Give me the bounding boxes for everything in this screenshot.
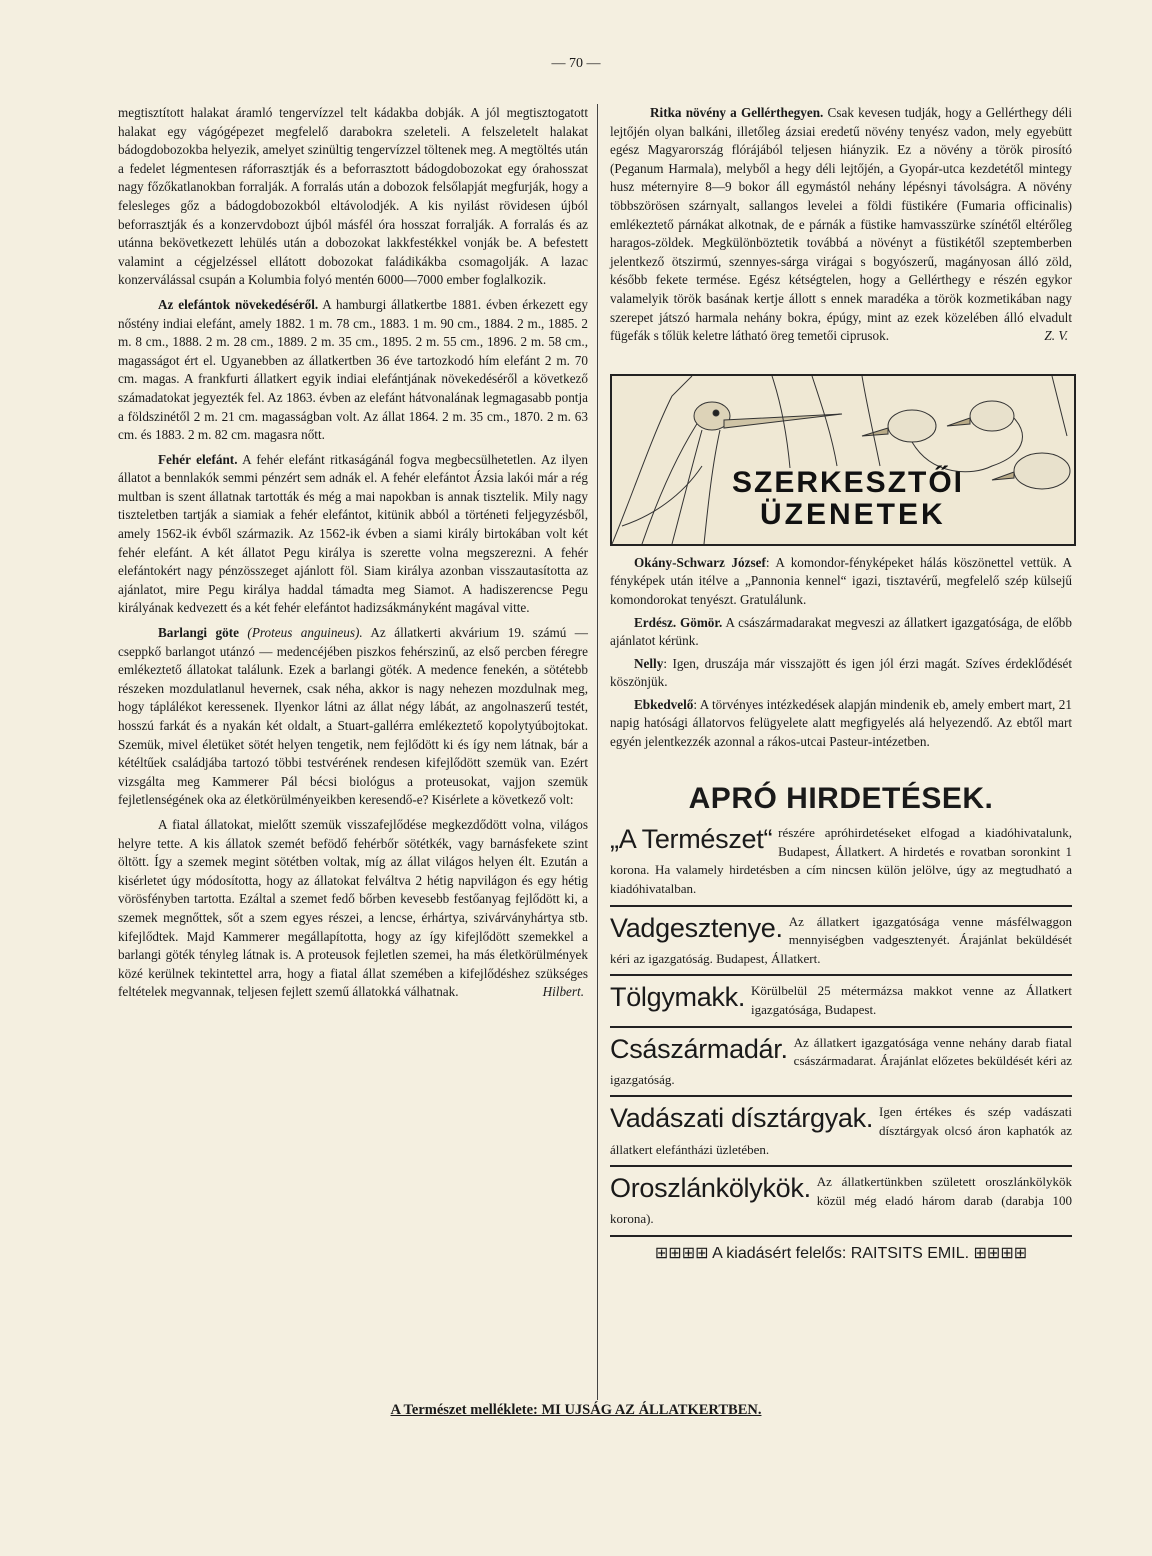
heading-white-elephant: Fehér elefánt.: [158, 451, 238, 467]
message-1-name: Okány-Schwarz József: [634, 554, 766, 570]
ad-headline: Vadászati dísztárgyak.: [610, 1103, 874, 1134]
classifieds: [610, 818, 1072, 1263]
editorial-messages: [610, 554, 1072, 752]
message-3-text: : Igen, druszája már visszajött és igen jól érzi magát. Szíves érdeklődését köszönjük.: [610, 655, 1072, 690]
text-white-elephant: A fehér elefánt ritkaságánál fogva megbecsülhetetlen. Az ilyen állatot a bennlakók semmi pénzért sem adnák el. A fehér elefántot Ázsia lakói már a rég multban is szent állatnak tartották és még a mai napokban is annak tisztelik. Mily nagy tiszteletben tartják a siamiak a fehér elefántot, kitünik abból a történeti feljegyzésből, amely 1562-ik évből származik. Az 1562-ik évben a siami király birtokában volt két fehér elefánt. A két állatot Pegu királya is szerette volna megszerezni. A fehér elefántokért nagy pénzösszeget ajánlott föl. Siam királya azonban visszautasította az ajánlatot, mire Pegu királya haddal támadta meg Siamot. A hadiszerencse Pegu királyának kedvezett és a két fehér elefántot hadizsákmányként magával vitte.: [118, 451, 588, 616]
editorial-banner-illustration: [610, 374, 1076, 546]
supplement-text: A Természet melléklete: MI UJSÁG AZ ÁLLATKERTBEN.: [390, 1402, 762, 1418]
article-proteus: [118, 624, 588, 810]
ad-text: Az állatkert igazgatósága venne másfélwaggon mennyiségben vadgesztenyét. Árajánlat beküldését kéri az igazgatóság. Budapest, Állatkert.: [610, 913, 1072, 966]
message-1: [610, 554, 1072, 610]
message-3-name: Nelly: [634, 655, 664, 671]
article-gellerthegy: [610, 104, 1072, 346]
left-column: [118, 104, 588, 1008]
message-4-name: Ebkedvelő: [634, 696, 694, 712]
ad-item: [610, 1026, 1072, 1096]
publisher-line: [610, 1235, 1072, 1264]
ad-headline: Vadgesztenye.: [610, 912, 783, 943]
ad-text: Körülbelül 25 métermázsa makkot venne az Állatkert igazgatósága, Budapest.: [751, 983, 1072, 1017]
message-1-text: : A komondor-fényképeket hálás köszönettel vettük. A fényképek után itélve a „Pannonia kennel“ igazi, tisztavérű, megfelelő szép külsejű komondorokat tenyészt. Gratulálunk.: [610, 554, 1072, 607]
article-white-elephant: [118, 451, 588, 618]
ad-text: Az állatkert igazgatósága venne nehány darab fiatal császármadarat. Árajánlat előzetes beküldését kéri az igazgatóság.: [610, 1034, 1072, 1087]
heading-proteus: Barlangi göte: [158, 625, 239, 641]
text-elephant-growth: A hamburgi állatkertbe 1881. évben érkezett egy nőstény indiai elefánt, amely 1882. 1 m. 78 cm., 1883. 1 m. 90 cm., 1884. 2 m., 1885. 2 m. 8 cm., 1888. 2 m. 28 cm., 1889. 2 m. 35 cm., 1895. 2 m. 55 cm., 1896. 2 m. 58 cm., magasságot ért el. Ugyanebben az állatkertben 36 éve tartozkodó hím elefánt 2 m. 70 cm. magas. A frankfurti állatkert egyik indiai elefántjának növekedéséről a következő számadatokat jegyezték fel. Az 1863. évben az elefánt hátvonalának legmagasabb pontja a földszinétől 2 m. 21 cm. magasságban volt. Az állat 1864. 2 m. 35 cm., 1870. 2 m. 63 cm. és 1883. 2 m. 82 cm. magasra nőtt.: [118, 296, 588, 443]
text-proteus: Az állatkerti akvárium 19. számú — cseppkő barlangot utánzó — medencéjében piszkos fehérszinű, az első percben féregre emlékeztető állatokat találunk. Ezek a barlangi göték. A medence fenekén, a sötétebb részeken mozdulatlanul hevernek, csak néha, akkor is nagy nehezen mozdulnak meg, hogy táplálékot keressenek. Ilyenkor látni az állat négy lábát, az angolnaszerű testét, hosszú farkát és a nyakán két oldalt, a Stuart-gallérra emlékeztető kopolytyúbojtokat. Szemük, mivel életüket sötét helyen tengetik, nem fejlődött ki és így nem látnak, bár a kétéltűek családjába tartozó többi testvérének rendesen kifejlődött szemük van. Ezért vizsgálta meg Kammerer Pál bécsi biológus a proteusokat, vajjon szemük fejletlenségének oka az életkörülményeikben keresendő-e? Kisérlete a következő volt:: [118, 625, 588, 808]
ad-text: részére apróhirdetéseket elfogad a kiadóhivatalunk, Budapest, Állatkert. A hirdetés e rovatban soronkint 1 korona. Ha valamely hirdetésben a cím nincsen külön jelölve, úgy az megtudható a kiadóhivatalban.: [610, 825, 1072, 897]
heading-proteus-latin: (Proteus anguineus).: [247, 625, 363, 641]
ad-item: [610, 1165, 1072, 1235]
ornament-right-icon: ⊞⊞⊞⊞: [973, 1244, 1028, 1262]
article-proteus-cont: [118, 816, 588, 1002]
ad-item: [610, 905, 1072, 975]
page-number: — 70 —: [551, 56, 601, 71]
message-2: [610, 614, 1072, 651]
message-2-name: Erdész. Gömör.: [634, 614, 723, 630]
message-4: [610, 696, 1072, 752]
message-4-text: : A törvényes intézkedések alapján mindenik eb, amely embert mart, 21 napig hatósági állatorvos felügyelete alatt megfigyelés alá helyezendő. Az ebtől mart egyén jelentkezzék azonnal a rákos-utcai Pasteur-intézetben.: [610, 696, 1072, 750]
column-divider: [597, 104, 598, 1400]
ad-headline: „A Természet“: [610, 824, 773, 855]
ornament-left-icon: ⊞⊞⊞⊞: [654, 1244, 709, 1262]
publisher-text: A kiadásért felelős: RAITSITS EMIL.: [712, 1244, 970, 1262]
message-2-text: A császármadarakat megveszi az állatkert igazgatósága, de előbb ajánlatot kérünk.: [610, 614, 1072, 649]
ad-headline: Császármadár.: [610, 1033, 788, 1064]
ad-headline: Oroszlánkölykök.: [610, 1173, 811, 1204]
ad-headline: Tölgymakk.: [610, 982, 746, 1013]
ad-text: Az állatkertünkben született oroszlánkölykök közül még eladó három darab (darabja 100 korona).: [610, 1174, 1072, 1227]
ad-item: [610, 818, 1072, 904]
right-column: [610, 104, 1072, 1264]
ad-item: [610, 1095, 1072, 1165]
article-elephant-growth: [118, 296, 588, 445]
banner-title-line2: ÜZENETEK: [760, 497, 946, 531]
ad-text: Igen értékes és szép vadászati dísztárgyak olcsó áron kaphatók az állatkert elefántházi üzletében.: [610, 1104, 1072, 1157]
heading-elephant-growth: Az elefántok növekedéséről.: [158, 296, 319, 312]
text-gellerthegy: Csak kevesen tudják, hogy a Gellérthegy déli lejtőjén olyan balkáni, illetőleg ázsiai eredetű növény tenyész vadon, mely egyebütt egész Magyarország flórájából teljesen hiányzik. Ez a növény a török pirosító (Peganum Harmala), melyből a hegy déli lejtőjén, a Gyopár-utca kezdetétől mintegy husz méternyire 8—9 bokor áll egymástól nehány lépésnyi távolságra. A növény többszörösen szárnyalt, sallangos levelei a földi füstikére (Fumaria officinalis) emlékeztető párnákat alkotnak, de e párnák a füstike hamvasszürke színétől eltérőleg haragos-zöldek. Megkülönböztetik továbbá a növényt a füstikétől szeptemberben jelentkező ötszirmú, szennyes-sárga virágai s bogyószerű, magányosan álló zöld, később fekete termése. Egész kétségtelen, hogy a Gellérthegy e részén egykor valamelyik török basának kertje állott s ennek maradéka a török kozmetikában nagy szerepet játszó harmala nehány bokra, épúgy, mint az ezek közelében álló elvadult fügefák s tőlük keletre látható öreg temetői ciprusok.: [610, 105, 1072, 344]
banner-title-line1: SZERKESZTŐI: [732, 465, 965, 499]
supplement-line: [0, 1402, 1152, 1419]
text-proteus-cont: A fiatal állatokat, mielőtt szemük visszafejlődése megkezdődött volna, világos helyre tette. A kis állatok szemét befödő fehérbőr sötétkék, vagy barnásfekete szint öltött. Így a szemek megint sötétben voltak, míg az állat világos helyen élt. Ezután a kisérletet úgy módosította, hogy az állatokat felváltva 2 hétig napvilágon és egy hétig vörösfényben tartotta. Ezáltal a szemet fedő bőrben kevesebb festőanyag fejlődött ki, a szemek megnőttek, sőt a szem egyes részei, a lencse, érhártya, szivárványhártya stb. kifejlődtek. Majd Kammerer megállapította, hogy az így kifejlődött szemekkel a barlangi göték tényleg látnak is. A proteusok fejletlen szemei, ha más életkörülmények közé kerülnek tekintettel arra, hogy a fiatal állat szemében a kifejlődéshez szükséges feltételek megvannak, teljesen fejlett szemű állatokká válhatnak.: [118, 816, 588, 1000]
ad-item: [610, 974, 1072, 1025]
message-3: [610, 655, 1072, 692]
classifieds-title: APRÓ HIRDETÉSEK.: [688, 781, 994, 815]
signature-zv: Z. V.: [1044, 328, 1068, 344]
paragraph-salmon: megtisztított halakat áramló tengervízzel telt kádakba dobják. A jól megtisztogatott halakat egy vágógépezet megfelelő darabokra szeleteli. A felszeletelt halakat bádogdobozokba helyezik, amelyet szinültig tengervízzel töltenek meg. A megtöltés után a fedelet légmentesen ráforrasztják és a beforrasztott bádogdobozokat egy órahosszat nagy főzőkatlanokban forralják. A forralás után a dobozok felsőlapját megfurják, hogy a felesleges gőz a bádogdobozokból eltávolodjék. A kis nyilást rövidesen újból beforrasztják és a konzervdobozt újból másfél óra hosszat forralják. A forralás és az utánna bekövetkezett lehülés után a dobozokat lakkfestékkel vonják be. A befestett valamint a cégjelzéssel ellátott dobozokat faládikákba csomagolják. A lazac konzerválással csupán a Kolumbia folyó mentén 6000—7000 ember foglalkozik.: [118, 105, 588, 288]
signature-hilbert: Hilbert.: [542, 984, 584, 1000]
heading-gellerthegy: Ritka növény a Gellérthegyen.: [650, 105, 824, 120]
